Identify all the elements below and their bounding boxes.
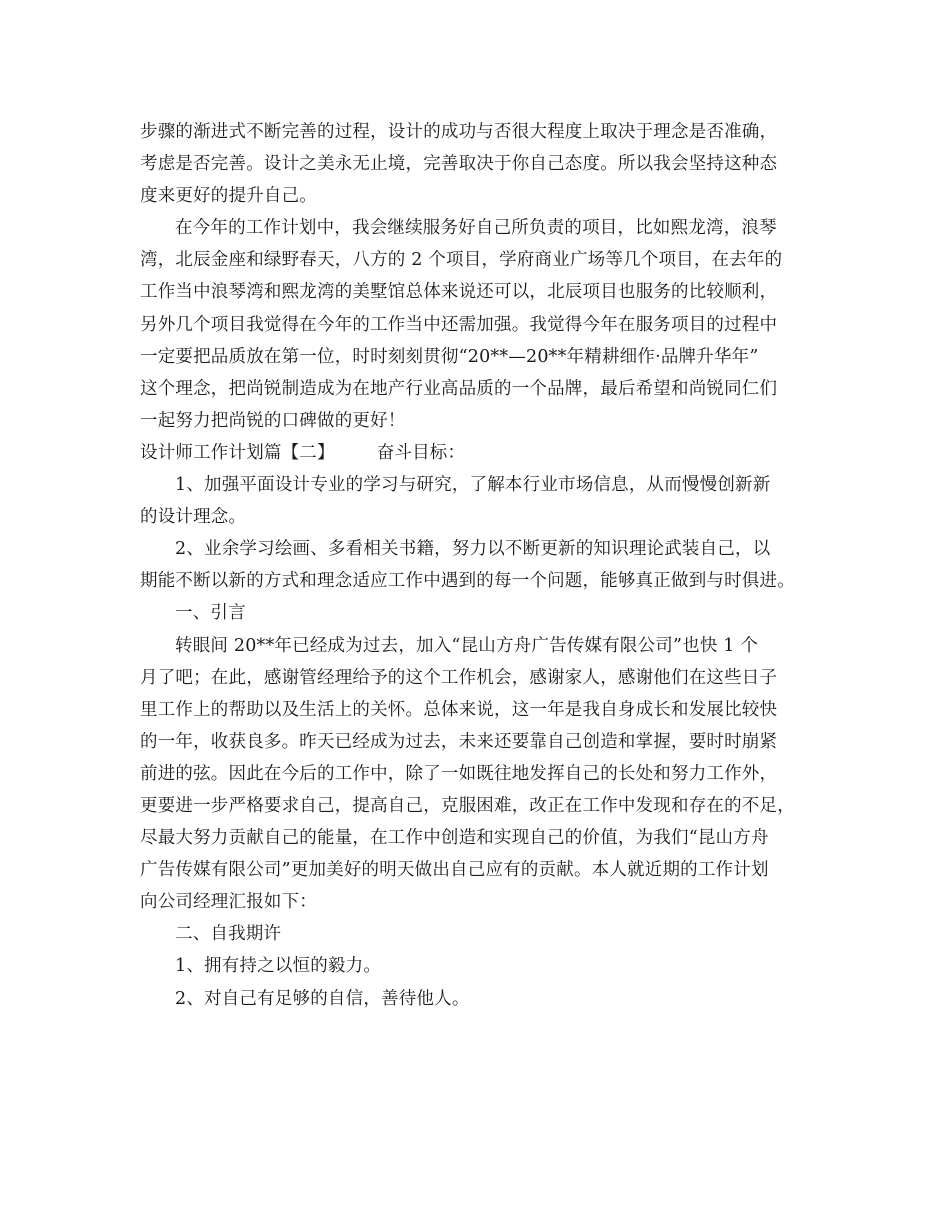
text-line: 的设计理念。 [140,507,247,528]
subheading: 二、自我期许 [175,924,282,945]
text-line: 湾，北辰金座和绿野春天，八方的 2 个项目，学府商业广场等几个项目，在去年的 [140,250,783,271]
text-line: 一定要把品质放在第一位，时时刻刻贯彻“20**—20**年精耕细作·品牌升华年” [140,346,759,367]
text-line: 1、加强平面设计专业的学习与研究，了解本行业市场信息，从而慢慢创新新 [175,475,771,496]
text-line: 步骤的渐进式不断完善的过程，设计的成功与否很大程度上取决于理念是否准确， [140,122,778,142]
text-line: 尽最大努力贡献自己的能量，在工作中创造和实现自己的价值，为我们“昆山方舟 [140,828,769,849]
text-line: 里工作上的帮助以及生活上的关怀。总体来说，这一年是我自身成长和发展比较快 [140,699,778,720]
text-line: 度来更好的提升自己。 [140,186,317,207]
document-body [140,116,830,1015]
text-line: 考虑是否完善。设计之美永无止境，完善取决于你自己态度。所以我会坚持这种态 [140,154,778,175]
section-subtitle: 奋斗目标： [376,442,466,463]
text-line: 工作当中浪琴湾和熙龙湾的美墅馆总体来说还可以，北辰项目也服务的比较顺利， [140,282,778,303]
text-line: 在今年的工作计划中，我会继续服务好自己所负责的项目，比如熙龙湾，浪琴 [175,218,777,239]
list-item: 1、拥有持之以恒的毅力。 [175,956,382,977]
subheading: 一、引言 [175,603,246,624]
text-line: 2、业余学习绘画、多看相关书籍，努力以不断更新的知识理论武装自己，以 [175,539,771,560]
section-heading [140,437,830,469]
text-line: 广告传媒有限公司”更加美好的明天做出自己应有的贡献。本人就近期的工作计划 [140,860,769,881]
text-line: 向公司经理汇报如下： [140,892,317,913]
list-item: 2、对自己有足够的自信，善待他人。 [175,988,470,1009]
text-line: 的一年，收获良多。昨天已经成为过去，未来还要靠自己创造和掌握，要时时崩紧 [140,731,778,752]
section-title: 设计师工作计划篇【二】 [140,442,335,463]
text-line: 前进的弦。因此在今后的工作中，除了一如既往地发挥自己的长处和努力工作外， [140,763,778,784]
text-line: 一起努力把尚锐的口碑做的更好！ [140,410,406,431]
text-line: 更要进一步严格要求自己，提高自己，克服困难，改正在工作中发现和存在的不足， [140,795,795,816]
text-line: 另外几个项目我觉得在今年的工作当中还需加强。我觉得今年在服务项目的过程中 [140,314,778,335]
text-line: 转眼间 20**年已经成为过去，加入“昆山方舟广告传媒有限公司”也快 1 个 [175,635,759,656]
text-line: 月了吧；在此，感谢管经理给予的这个工作机会，感谢家人，感谢他们在这些日子 [140,667,778,688]
text-line: 这个理念，把尚锐制造成为在地产行业高品质的一个品牌，最后希望和尚锐同仁们 [140,378,778,399]
text-line: 期能不断以新的方式和理念适应工作中遇到的每一个问题，能够真正做到与时俱进。 [140,571,795,592]
